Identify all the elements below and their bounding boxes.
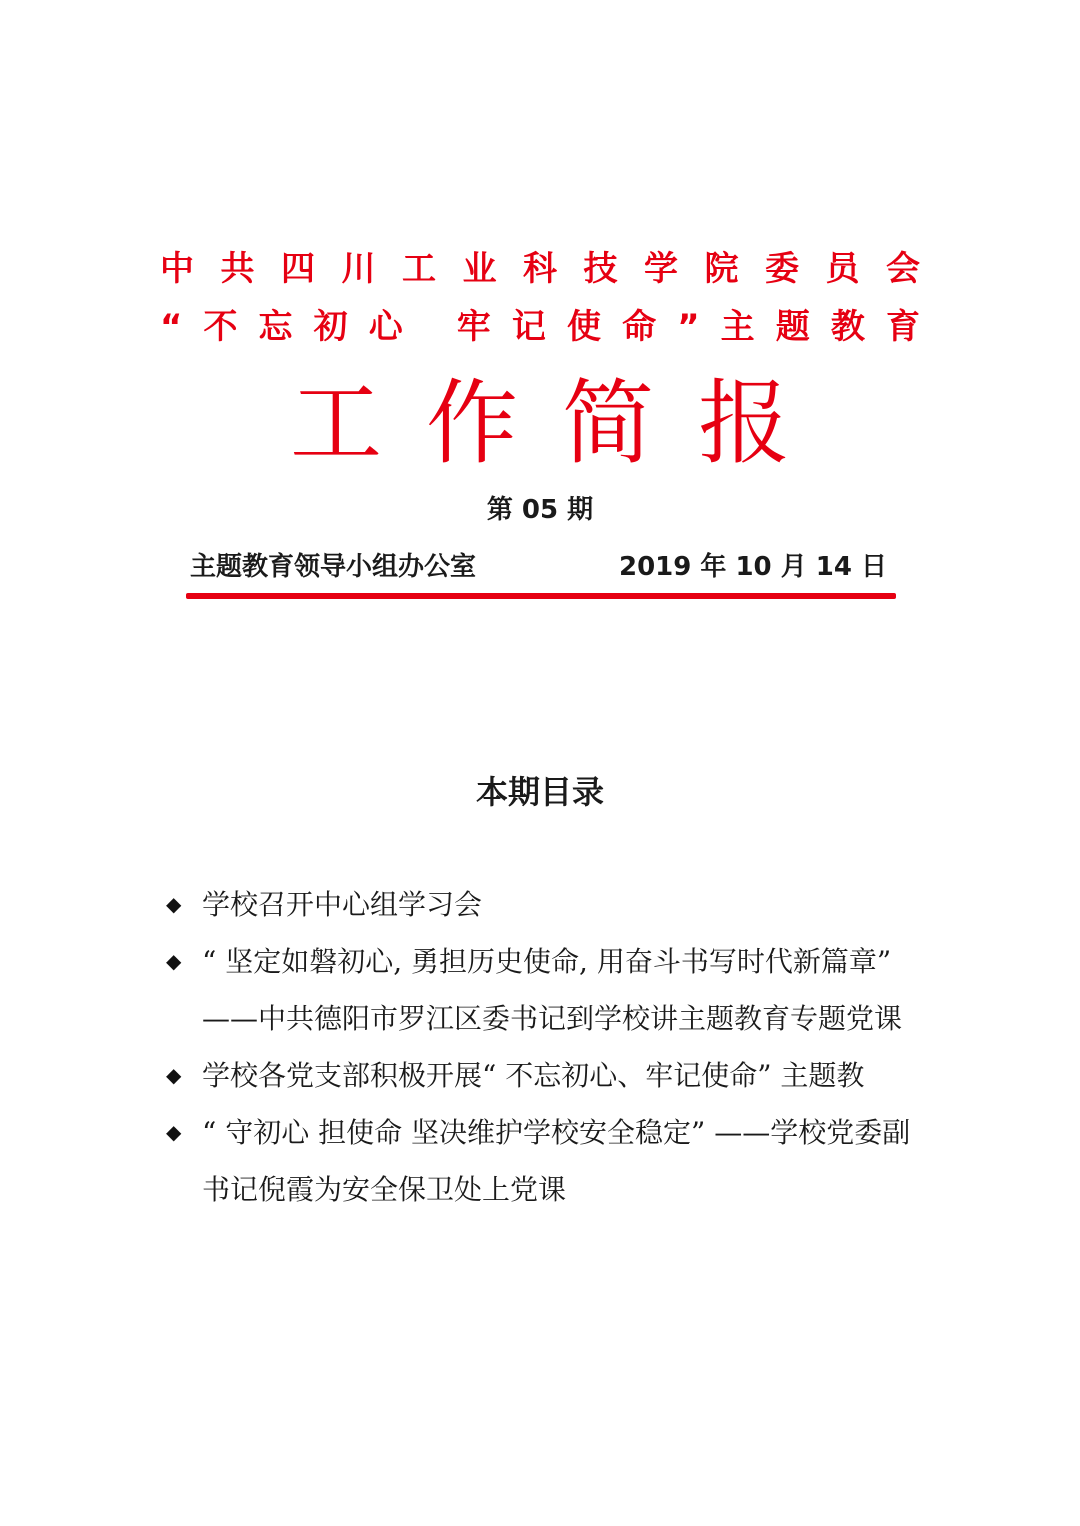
diamond-icon: ◆ xyxy=(166,1063,182,1087)
issuing-office: 主题教育领导小组办公室 xyxy=(190,552,477,582)
issue-date: 2019 年 10 月 14 日 xyxy=(619,552,887,582)
bulletin-title: 工作简报 xyxy=(290,370,790,477)
diamond-icon: ◆ xyxy=(166,949,182,973)
issue-number: 第 05 期 xyxy=(486,495,594,525)
theme-education-line: “不忘初心 牢记使命”主题教育 xyxy=(160,307,920,347)
toc-item xyxy=(160,876,920,933)
toc-list xyxy=(160,876,920,1218)
diamond-icon: ◆ xyxy=(166,1120,182,1144)
toc-item xyxy=(160,1047,920,1104)
toc-item xyxy=(160,1104,920,1218)
diamond-icon: ◆ xyxy=(166,892,182,916)
toc-item xyxy=(160,933,920,1047)
organization-name: 中共四川工业科技学院委员会 xyxy=(160,249,920,289)
toc-item-text: 学校召开中心组学习会 xyxy=(202,888,483,921)
toc-item-text: “ 守初心 担使命 坚决维护学校安全稳定” ——学校党委副书记倪霞为安全保卫处上党课 xyxy=(202,1116,911,1206)
toc-title: 本期目录 xyxy=(475,773,604,811)
red-divider xyxy=(186,593,896,599)
toc-item-text: 学校各党支部积极开展“ 不忘初心、牢记使命” 主题教 xyxy=(202,1059,865,1092)
toc-item-text: “ 坚定如磐初心, 勇担历史使命, 用奋斗书写时代新篇章” ——中共德阳市罗江区委书记到学校讲主题教育专题党课 xyxy=(202,945,903,1035)
